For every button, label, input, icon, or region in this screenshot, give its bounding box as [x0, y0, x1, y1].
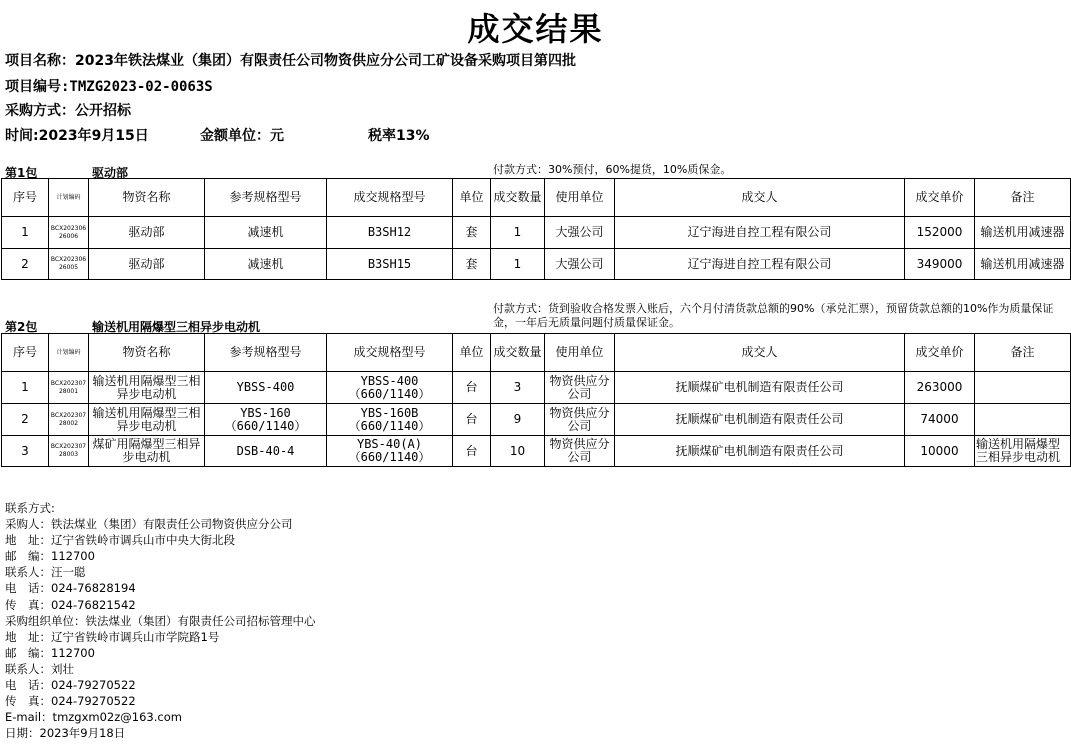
- cell-remark: [975, 372, 1071, 404]
- cell-code: BCX20230626006: [49, 217, 89, 249]
- cell-price: 10000: [905, 436, 975, 467]
- cell-no: 2: [2, 404, 49, 436]
- package1-table: [1, 178, 1071, 280]
- contact-line: 邮 编：112700: [5, 645, 95, 660]
- column-header: 成交数量: [491, 334, 545, 372]
- cell-ref-spec: DSB-40-4: [205, 436, 327, 467]
- cell-name: 煤矿用隔爆型三相异步电动机: [89, 436, 205, 467]
- cell-winner: 抚顺煤矿电机制造有限责任公司: [615, 372, 905, 404]
- column-header: 参考规格型号: [205, 179, 327, 217]
- package2-name: 输送机用隔爆型三相异步电动机: [92, 320, 261, 334]
- page-title: 成交结果: [467, 10, 604, 48]
- package2-payment: 付款方式：货到验收合格发票入账后，六个月付清货款总额的90%（承兑汇票），预留货款总额的10%作为质量保证金，一年后无质量问题付质量保证金。: [493, 302, 1054, 329]
- cell-name: 输送机用隔爆型三相异步电动机: [89, 404, 205, 436]
- package1-name: 驱动部: [92, 166, 129, 180]
- package1-payment: 付款方式：30%预付，60%提货，10%质保金。: [493, 163, 732, 176]
- cell-user: 物资供应分公司: [545, 404, 615, 436]
- contact-line: 电 话：024-76828194: [5, 581, 136, 596]
- cell-deal-spec: YBS-40(A)（660/1140）: [327, 436, 453, 467]
- column-header: 单位: [453, 334, 491, 372]
- cell-qty: 1: [491, 217, 545, 249]
- column-header: 序号: [2, 179, 49, 217]
- column-header: 成交单价: [905, 179, 975, 217]
- cell-qty: 10: [491, 436, 545, 467]
- contact-line: 采购组织单位：铁法煤业（集团）有限责任公司招标管理中心: [5, 613, 316, 628]
- cell-no: 3: [2, 436, 49, 467]
- column-header: 成交规格型号: [327, 334, 453, 372]
- table-header-row: [2, 179, 1071, 217]
- cell-qty: 9: [491, 404, 545, 436]
- table-row: [2, 372, 1071, 404]
- column-header: 计划编码: [49, 179, 89, 217]
- cell-remark: 输送机用隔爆型三相异步电动机: [975, 436, 1071, 467]
- cell-unit: 套: [453, 217, 491, 249]
- table-row: [2, 436, 1071, 467]
- cell-winner: 抚顺煤矿电机制造有限责任公司: [615, 404, 905, 436]
- contact-email[interactable]: E-mail：tmzgxm02z@163.com: [5, 710, 182, 725]
- cell-qty: 1: [491, 249, 545, 280]
- tax-rate: 税率13%: [368, 128, 430, 144]
- table-header-row: [2, 334, 1071, 372]
- cell-unit: 套: [453, 249, 491, 280]
- column-header: 计划编码: [49, 334, 89, 372]
- cell-code: BCX20230728002: [49, 404, 89, 436]
- column-header: 单位: [453, 179, 491, 217]
- project-number: 项目编号:TMZG2023-02-0063S: [5, 79, 213, 95]
- column-header: 序号: [2, 334, 49, 372]
- contact-line: 联系人：汪一聪: [5, 565, 86, 580]
- cell-price: 152000: [905, 217, 975, 249]
- cell-unit: 台: [453, 372, 491, 404]
- cell-deal-spec: YBSS-400（660/1140）: [327, 372, 453, 404]
- column-header: 物资名称: [89, 179, 205, 217]
- cell-price: 263000: [905, 372, 975, 404]
- package2-table: [1, 333, 1071, 467]
- cell-name: 输送机用隔爆型三相异步电动机: [89, 372, 205, 404]
- column-header: 备注: [975, 334, 1071, 372]
- column-header: 备注: [975, 179, 1071, 217]
- table-row: [2, 217, 1071, 249]
- contact-line: 地 址：辽宁省铁岭市调兵山市中央大街北段: [5, 533, 235, 548]
- column-header: 物资名称: [89, 334, 205, 372]
- cell-no: 1: [2, 372, 49, 404]
- column-header: 成交单价: [905, 334, 975, 372]
- contact-line: 电 话：024-79270522: [5, 678, 136, 693]
- cell-ref-spec: 减速机: [205, 217, 327, 249]
- cell-code: BCX20230626005: [49, 249, 89, 280]
- contact-line: 传 真：024-76821542: [5, 597, 136, 612]
- package2-label: 第2包: [5, 320, 38, 334]
- contact-line: 采购人：铁法煤业（集团）有限责任公司物资供应分公司: [5, 517, 293, 532]
- cell-code: BCX20230728003: [49, 436, 89, 467]
- column-header: 使用单位: [545, 334, 615, 372]
- cell-unit: 台: [453, 404, 491, 436]
- contact-line: 传 真：024-79270522: [5, 694, 136, 709]
- contact-line: 联系人：刘壮: [5, 661, 74, 676]
- cell-price: 74000: [905, 404, 975, 436]
- column-header: 成交数量: [491, 179, 545, 217]
- cell-user: 物资供应分公司: [545, 372, 615, 404]
- contact-line: 日期：2023年9月18日: [5, 726, 126, 741]
- date-label: 时间:2023年9月15日: [5, 128, 149, 144]
- cell-name: 驱动部: [89, 217, 205, 249]
- cell-price: 349000: [905, 249, 975, 280]
- cell-remark: 输送机用减速器: [975, 249, 1071, 280]
- cell-remark: 输送机用减速器: [975, 217, 1071, 249]
- cell-winner: 辽宁海进自控工程有限公司: [615, 249, 905, 280]
- contact-line: 邮 编：112700: [5, 549, 95, 564]
- cell-winner: 抚顺煤矿电机制造有限责任公司: [615, 436, 905, 467]
- cell-user: 大强公司: [545, 217, 615, 249]
- cell-no: 1: [2, 217, 49, 249]
- currency-unit: 金额单位：元: [200, 128, 284, 144]
- project-name: 项目名称：2023年铁法煤业（集团）有限责任公司物资供应分公司工矿设备采购项目第四批: [5, 53, 576, 69]
- contact-info: [5, 500, 316, 741]
- table-row: [2, 404, 1071, 436]
- cell-name: 驱动部: [89, 249, 205, 280]
- cell-winner: 辽宁海进自控工程有限公司: [615, 217, 905, 249]
- cell-remark: [975, 404, 1071, 436]
- column-header: 成交人: [615, 334, 905, 372]
- column-header: 使用单位: [545, 179, 615, 217]
- cell-unit: 台: [453, 436, 491, 467]
- cell-qty: 3: [491, 372, 545, 404]
- cell-code: BCX20230728001: [49, 372, 89, 404]
- column-header: 成交规格型号: [327, 179, 453, 217]
- column-header: 参考规格型号: [205, 334, 327, 372]
- contact-line: 联系方式:: [5, 501, 55, 515]
- cell-user: 物资供应分公司: [545, 436, 615, 467]
- cell-deal-spec: YBS-160B（660/1140）: [327, 404, 453, 436]
- cell-user: 大强公司: [545, 249, 615, 280]
- package1-label: 第1包: [5, 166, 38, 180]
- contact-line: 地 址：辽宁省铁岭市调兵山市学院路1号: [5, 629, 220, 644]
- cell-ref-spec: YBS-160（660/1140）: [205, 404, 327, 436]
- cell-no: 2: [2, 249, 49, 280]
- column-header: 成交人: [615, 179, 905, 217]
- procurement-method: 采购方式：公开招标: [5, 103, 131, 119]
- cell-deal-spec: B3SH12: [327, 217, 453, 249]
- cell-ref-spec: YBSS-400: [205, 372, 327, 404]
- cell-ref-spec: 减速机: [205, 249, 327, 280]
- cell-deal-spec: B3SH15: [327, 249, 453, 280]
- table-row: [2, 249, 1071, 280]
